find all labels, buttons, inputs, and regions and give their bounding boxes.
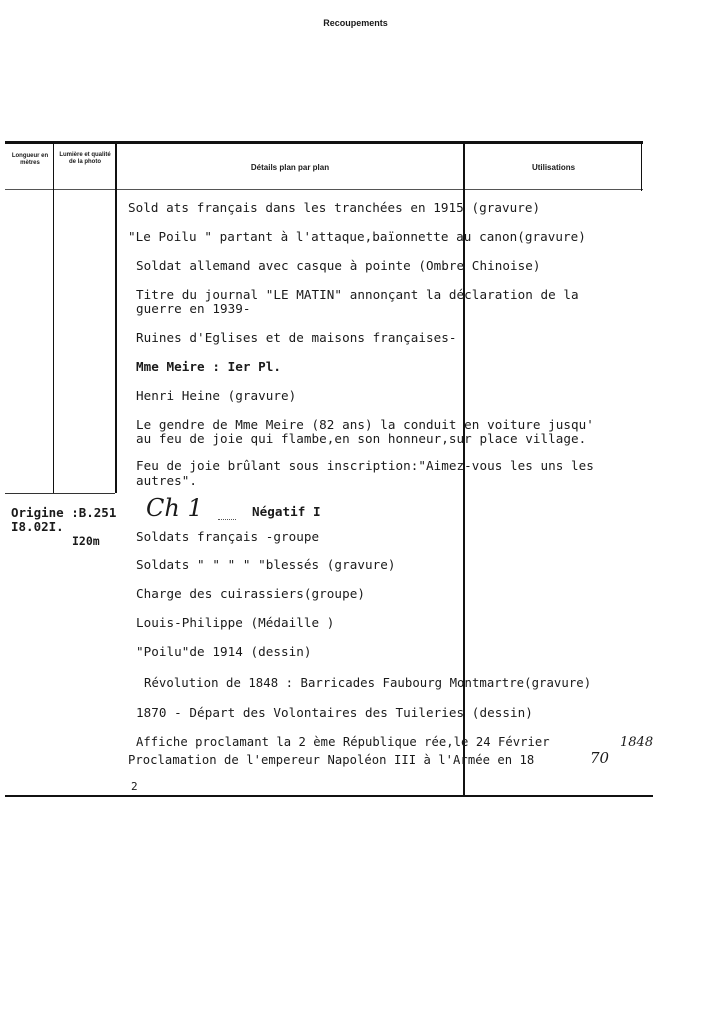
origin-length: I20m [72,534,100,548]
detail-line: Charge des cuirassiers(groupe) [136,586,365,601]
header-bottom-rule [5,189,643,190]
detail-line: guerre en 1939- [136,301,251,316]
detail-line: "Poilu"de 1914 (dessin) [136,644,312,659]
page-number: 2 [131,780,138,793]
column-rule-1 [53,141,54,493]
handwritten-year-1870: 70 [590,749,610,767]
detail-line: Mme Meire : Ier Pl. [136,359,282,374]
origin-reference: I8.02I. [11,519,64,534]
detail-line: Soldat allemand avec casque à pointe (Ombre Chinoise) [136,258,541,273]
detail-line: Feu de joie brûlant sous inscription:"Aimez-vous les uns les [136,458,594,473]
detail-line: Révolution de 1848 : Barricades Faubourg Montmartre(gravure) [144,676,592,690]
origin-label: Origine :B.251 [11,505,117,520]
detail-line: Soldats " " " " "blessés (gravure) [136,557,396,572]
handwritten-reference: Ch 1 [146,494,203,522]
detail-line: "Le Poilu " partant à l'attaque,baïonnette au canon(gravure) [128,229,586,244]
column-rule-2 [115,141,117,493]
negative-label: Négatif I [252,504,321,519]
detail-line: Le gendre de Mme Meire (82 ans) la conduit en voiture jusqu' [136,417,594,432]
header-length: Longueur en mètres [11,153,49,166]
detail-line: Henri Heine (gravure) [136,388,297,403]
detail-line: Proclamation de l'empereur Napoléon III à l'Armée en 18 [128,753,535,767]
detail-line: 1870 - Départ des Volontaires des Tuileries (dessin) [136,705,533,720]
detail-line: Titre du journal "LE MATIN" annonçant la déclaration de la [136,287,579,302]
detail-line: au feu de joie qui flambe,en son honneur,sur place village. [136,431,587,446]
header-details: Détails plan par plan [250,163,330,172]
column-rule-right [641,141,642,191]
detail-line: Affiche proclamant la 2 ème République rée,le 24 Février [136,735,550,749]
detail-line: Ruines d'Eglises et de maisons françaises- [136,330,457,345]
dotted-leader [218,519,236,520]
table-top-rule [5,141,643,144]
handwritten-year-1848: 1848 [620,735,654,750]
table-bottom-rule [5,795,653,797]
detail-line: Sold ats français dans les tranchées en 1915 (gravure) [128,200,541,215]
section-divider-rule [5,493,115,494]
header-light-quality: Lumière et qualité de la photo [59,152,111,165]
header-uses: Utilisations [531,163,576,172]
page-title: Recoupements [323,18,388,28]
detail-line: autres". [136,473,198,488]
detail-line: Louis-Philippe (Médaille ) [136,615,335,630]
detail-line: Soldats français -groupe [136,529,320,544]
